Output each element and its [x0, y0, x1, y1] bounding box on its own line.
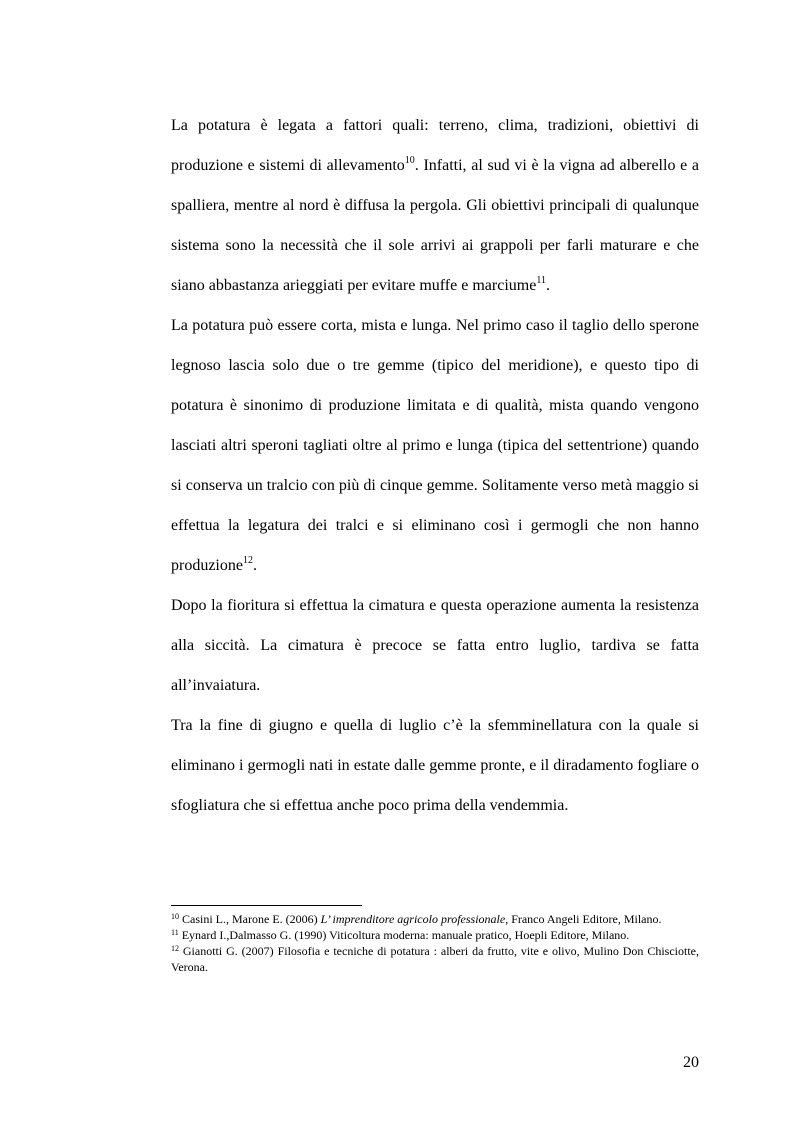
footnote-ref: 10 [404, 155, 415, 166]
text-run: . [545, 277, 550, 294]
footnote [171, 927, 699, 943]
footnote-ref: 12 [242, 555, 253, 566]
italic-title: L’ imprenditore agricolo professionale [320, 912, 506, 926]
footnote-ref: 11 [171, 928, 179, 937]
paragraph [171, 586, 699, 706]
text-run: Dopo la fioritura si effettua la cimatura e questa operazione aumenta la resistenza alla siccità. La cimatura è precoce se fatta entro luglio, tardiva se fatta all’invaiatura. [171, 597, 699, 694]
text-run: Tra la fine di giugno e quella di luglio c’è la sfemminellatura con la quale si eliminano i germogli nati in estate dalle gemme pronte, e il diradamento fogliare o sfogliatura che si effettua anche poco prima della vendemmia. [171, 717, 699, 814]
footnote-ref: 11 [536, 275, 546, 286]
footnote [171, 911, 699, 927]
body-text [171, 106, 699, 826]
text-run: , Franco Angeli Editore, Milano. [505, 912, 662, 926]
paragraph [171, 306, 699, 586]
text-run: Eynard I.,Dalmasso G. (1990) Viticoltura moderna: manuale pratico, Hoepli Editore, Milano. [178, 928, 630, 942]
footnote-separator [171, 905, 362, 906]
footnote-ref: 12 [171, 944, 179, 953]
footnotes [171, 911, 699, 975]
text-run: Casini L., Marone E. (2006) [179, 912, 321, 926]
footnote-ref: 10 [171, 912, 179, 921]
text-run: Gianotti G. (2007) Filosofia e tecniche di potatura : alberi da frutto, vite e olivo, Mulino Don Chisciotte, Verona. [171, 944, 699, 974]
footnote [171, 943, 699, 975]
page-number: 20 [683, 1054, 699, 1071]
paragraph [171, 706, 699, 826]
paragraph [171, 106, 699, 306]
text-run: La potatura è legata a fattori quali: terreno, clima, tradizioni, obiettivi di produzione e sistemi di allevamento [171, 117, 699, 174]
text-run: . Infatti, al sud vi è la vigna ad alberello e a spalliera, mentre al nord è diffusa la pergola. Gli obiettivi principali di qualunque sistema sono la necessità che il sole arrivi ai grappoli per farli maturare e che siano abbastanza arieggiati per evitare muffe e marciume [171, 157, 700, 294]
text-run: La potatura può essere corta, mista e lunga. Nel primo caso il taglio dello sperone legnoso lascia solo due o tre gemme (tipico del meridione), e questo tipo di potatura è sinonimo di produzione limitata e di qualità, mista quando vengono lasciati altri speroni tagliati oltre al primo e lunga (tipica del settentrione) quando si conserva un tralcio con più di cinque gemme. Solitamente verso metà maggio si effettua la legatura dei tralci e si eliminano così i germogli che non hanno produzione [171, 317, 699, 574]
text-run: . [252, 557, 257, 574]
